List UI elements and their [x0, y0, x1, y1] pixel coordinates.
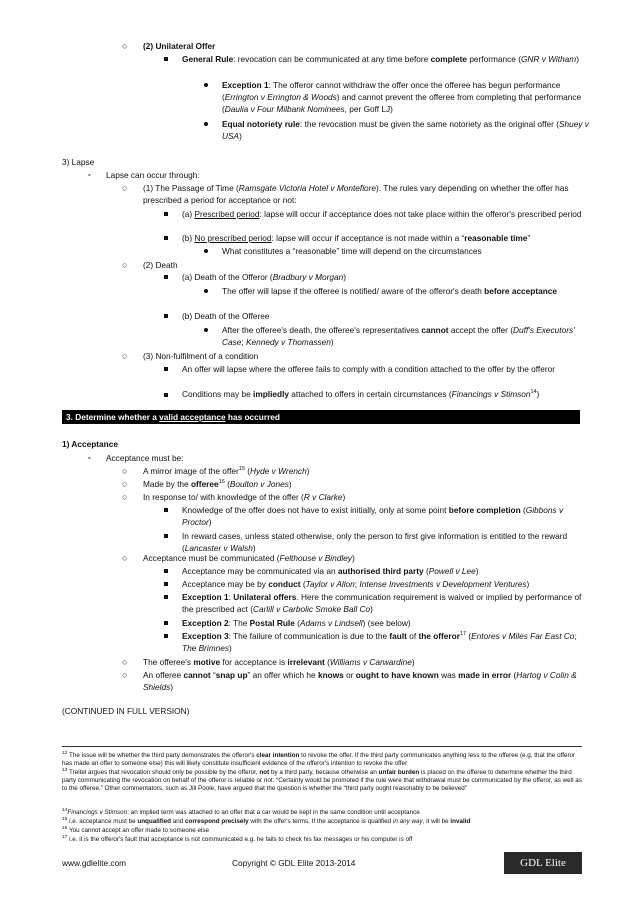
exception-1-unilateral: Exception 1: Unilateral offers. Here the communication requirement is waived or implied by performance of the prescribed act (Carlill v Carbolic Smoke Ball Co) — [182, 592, 582, 614]
square-bullet-icon — [164, 534, 168, 538]
footer-copyright: Copyright © GDL Elite 2013-2014 — [232, 858, 356, 868]
equal-notoriety-rule: Equal notoriety rule: the revocation must be given the same notoriety as the original offer (Shuey v USA) — [222, 119, 589, 141]
footnote-15: $^{15}$ i.e. acceptance must be unqualified and correspond precisely with the offer's terms. If the acceptance is qualified in any way, it will be invalid — [62, 816, 471, 825]
dot-bullet-icon — [204, 83, 208, 87]
footer-website[interactable]: www.gdlelite.com — [62, 858, 127, 868]
square-bullet-icon — [164, 393, 168, 397]
square-bullet-icon — [164, 508, 168, 512]
non-fulfilment-heading: (3) Non-fulfilment of a condition — [143, 351, 259, 361]
dot-bullet-icon — [204, 249, 208, 253]
footnote-divider — [62, 746, 582, 747]
made-by-offeree: Made by the offeree$^{16}$ (Boulton v Jones) — [143, 479, 292, 489]
circle-bullet-icon: ○ — [122, 466, 128, 476]
footnote-14: $^{14}$Financings v Stimson: an implied term was attached to an offer that a car would be kept in the same condition until acceptance — [62, 807, 420, 816]
circle-bullet-icon: ○ — [122, 492, 128, 502]
passage-of-time: (1) The Passage of Time (Ramsgate Victoria Hotel v Montefiore). The rules vary depending on whether the offer has prescribed a period for acceptance or not: — [143, 183, 569, 205]
general-rule: General Rule: revocation can be communicated at any time before complete performance (GNR v Witham) — [182, 54, 579, 64]
implied-conditions: Conditions may be impliedly attached to offers in certain circumstances (Financings v Stimson$^{14}$) — [182, 389, 540, 399]
prescribed-period: (a) Prescribed period: lapse will occur if acceptance does not take place within the offeror's prescribed period — [182, 209, 582, 219]
acceptance-intro: Acceptance must be: — [106, 453, 184, 463]
mirror-image: A mirror image of the offer$^{15}$ (Hyde v Wrench) — [143, 466, 310, 476]
dot-bullet-icon — [204, 289, 208, 293]
death-of-offeree: (b) Death of the Offeree — [182, 311, 270, 321]
unilateral-heading: (2) Unilateral Offer — [143, 41, 216, 51]
dash-icon: - — [88, 169, 91, 179]
square-bullet-icon — [164, 275, 168, 279]
exception-3-fault: Exception 3: The failure of communication is due to the fault of the offeror$^{17}$ (Entores v Miles Far East Co; The Brimnes) — [182, 631, 577, 653]
motive-irrelevant: The offeree's motive for acceptance is irrelevant (Williams v Carwardine) — [143, 657, 415, 667]
footnote-16: $^{16}$ You cannot accept an offer made to someone else — [62, 825, 210, 834]
exception-2-postal: Exception 2: The Postal Rule (Adams v Lindsell) (see below) — [182, 618, 411, 628]
square-bullet-icon — [164, 582, 168, 586]
circle-bullet-icon: ○ — [122, 479, 128, 489]
knowledge-of-offer: Knowledge of the offer does not have to exist initially, only at some point before completion (Gibbons v Proctor) — [182, 505, 564, 527]
reward-cases: In reward cases, unless stated otherwise, only the person to first give information is entitled to the reward (Lancaster v Walsh) — [182, 531, 568, 553]
circle-bullet-icon: ○ — [122, 260, 128, 270]
conduct-acceptance: Acceptance may be by conduct (Taylor v Allon; Intense Investments v Development Ventures) — [182, 579, 530, 589]
circle-bullet-icon: ○ — [122, 657, 128, 667]
continued-note: (CONTINUED IN FULL VERSION) — [62, 706, 190, 716]
square-bullet-icon — [164, 236, 168, 240]
lapse-intro: Lapse can occur through: — [106, 170, 200, 180]
dot-bullet-icon — [204, 328, 208, 332]
square-bullet-icon — [164, 634, 168, 638]
dash-icon: - — [88, 452, 91, 462]
no-prescribed-period: (b) No prescribed period: lapse will occur if acceptance is not made within a “reasonable time” — [182, 233, 531, 243]
dot-bullet-icon — [204, 122, 208, 126]
section-3-header: 3. Determine whether a valid acceptance has occurred — [62, 410, 580, 424]
reasonable-time: What constitutes a “reasonable” time will depend on the circumstances — [222, 246, 482, 256]
non-fulfilment-rule: An offer will lapse where the offeree fails to comply with a condition attached to the offer by the offeror — [182, 364, 555, 374]
exception-1: Exception 1: The offeror cannot withdraw the offer once the offeree has begun performance (Errington v Errington & Woods) and cannot prevent the offeree from completing that performance (Daulia v Four Milbank Nominees, per Goff LJ) — [222, 80, 582, 114]
circle-bullet-icon: ○ — [122, 183, 128, 193]
circle-bullet-icon: ○ — [122, 351, 128, 361]
death-heading: (2) Death — [143, 260, 178, 270]
gdl-elite-logo: GDL Elite — [504, 852, 582, 874]
offer-lapse-death: The offer will lapse if the offeree is notified/ aware of the offeror's death before acceptance — [222, 286, 558, 296]
circle-bullet-icon: ○ — [122, 41, 128, 51]
footnote-13: $^{13}$ Treitel argues that revocation should only be possible by the offeror, not by a third party, because otherwise an unfair burden is placed on the offeree to determine whether the third party communicating the revocation on behalf of the offeror is reliable or not: “Certainty would be promoted if the rule were that withdrawal must be communicated by the offeror, as well as to the offeree.” Other commentators, such as Jill Poole, have argued that the question is whether the “third party ought reasonably to be believed” — [62, 767, 582, 792]
acceptance-heading: 1) Acceptance — [62, 439, 118, 449]
square-bullet-icon — [164, 367, 168, 371]
footnote-12: $^{12}$ The issue will be whether the third party demonstrates the offeror's clear intention to revoke the offer. If the third party communicates anything less to the offeree (e.g. that the offeror has made an offer to someone else) this will likely constitute insufficient evidence of the offeror's intention to revoke the offer — [62, 750, 576, 767]
third-party-acceptance: Acceptance may be communicated via an authorised third party (Powell v Lee) — [182, 566, 479, 576]
square-bullet-icon — [164, 595, 168, 599]
footnote-17: $^{17}$ i.e. it is the offeror's fault that acceptance is not communicated e.g. he fails to check his fax messages or his computer is off — [62, 834, 413, 843]
circle-bullet-icon: ○ — [122, 553, 128, 563]
after-offeree-death: After the offeree's death, the offeree's representatives cannot accept the offer (Duff's Executors' Case; Kennedy v Thomassen) — [222, 325, 575, 347]
circle-bullet-icon: ○ — [122, 670, 128, 680]
square-bullet-icon — [164, 57, 168, 61]
lapse-heading: 3) Lapse — [62, 157, 95, 167]
square-bullet-icon — [164, 314, 168, 318]
death-of-offeror: (a) Death of the Offeror (Bradbury v Morgan) — [182, 272, 347, 282]
must-be-communicated: Acceptance must be communicated (Felthouse v Bindley) — [143, 553, 355, 563]
in-response: In response to/ with knowledge of the offer (R v Clarke) — [143, 492, 346, 502]
snap-up: An offeree cannot “snap up” an offer which he knows or ought to have known was made in error (Hartog v Colin & Shields) — [143, 670, 577, 692]
square-bullet-icon — [164, 569, 168, 573]
square-bullet-icon — [164, 621, 168, 625]
square-bullet-icon — [164, 212, 168, 216]
